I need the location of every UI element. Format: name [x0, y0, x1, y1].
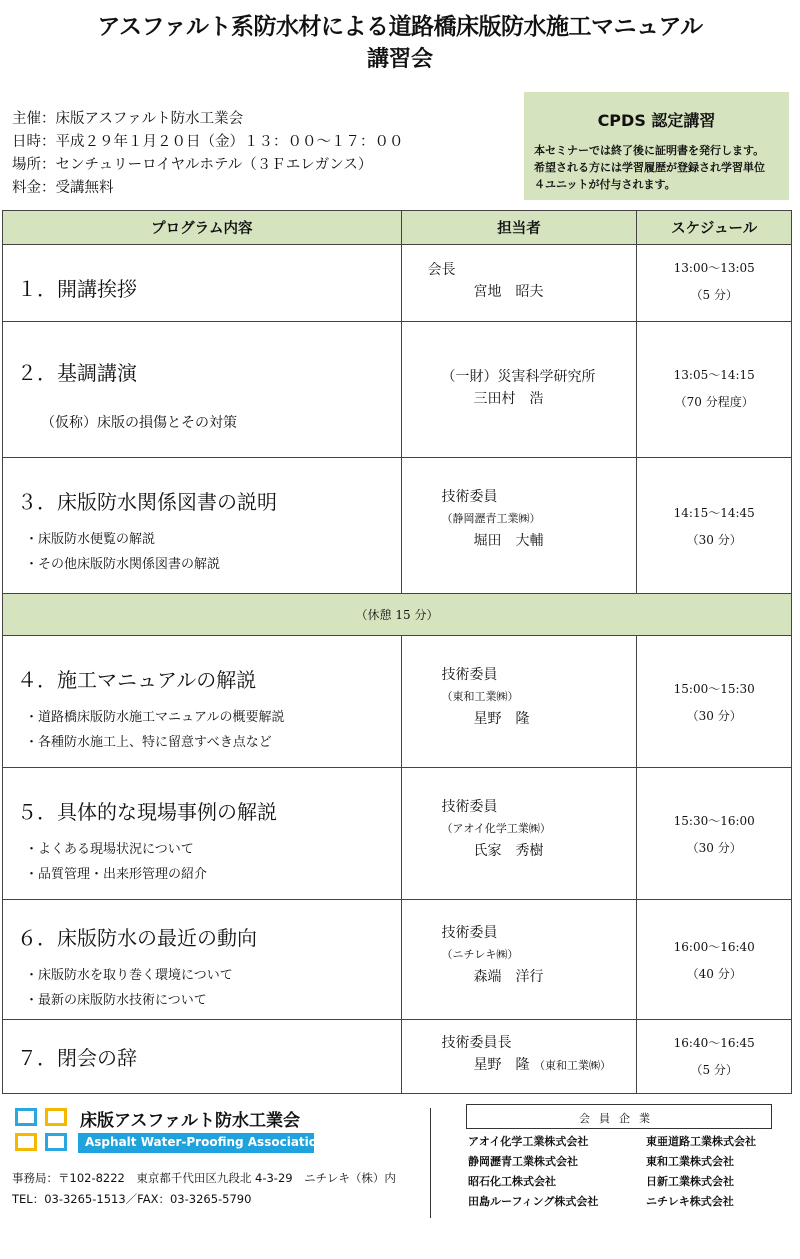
- speaker-org: （東和工業㈱）: [534, 1059, 611, 1072]
- association-logo: [15, 1108, 71, 1154]
- break-row: [3, 594, 792, 636]
- program-cell: [3, 322, 402, 458]
- table-row: [3, 458, 792, 594]
- member-company: 昭石化工株式会社: [468, 1175, 556, 1188]
- schedule-duration: （30 分）: [686, 709, 742, 723]
- header-speaker: 担当者: [401, 211, 637, 245]
- program-sub: ・道路橋床版防水施工マニュアルの概要解説: [25, 710, 285, 725]
- speaker-org: （アオイ化学工業㈱）: [441, 822, 551, 835]
- speaker-org: （ニチレキ㈱）: [441, 948, 519, 961]
- member-company: 東和工業株式会社: [646, 1155, 734, 1168]
- schedule-cell: [637, 322, 792, 458]
- header-schedule: スケジュール: [637, 211, 792, 245]
- speaker-name: 星野 隆: [473, 1057, 530, 1073]
- program-cell: [3, 768, 402, 900]
- table-header-row: [3, 211, 792, 245]
- schedule-cell: [637, 1020, 792, 1094]
- logo-square: [15, 1133, 37, 1151]
- program-title: ６．床版防水の最近の動向: [17, 926, 257, 950]
- page-subtitle: 講習会: [366, 47, 433, 72]
- program-title: ３．床版防水関係図書の説明: [17, 490, 277, 514]
- program-title: ７．閉会の辞: [17, 1046, 137, 1070]
- speaker-role: 技術委員: [441, 489, 498, 505]
- table-row: [3, 636, 792, 768]
- speaker-role: 会長: [427, 262, 456, 278]
- speaker-cell: [401, 900, 637, 1020]
- office-info: [12, 1168, 396, 1210]
- schedule-time: 13:00～13:05: [673, 261, 755, 275]
- table-row: [3, 900, 792, 1020]
- program-sub: ・その他床版防水関係図書の解説: [25, 557, 221, 572]
- speaker-cell: [401, 322, 637, 458]
- speaker-role: 技術委員: [441, 667, 498, 683]
- speaker-org: （東和工業㈱）: [441, 690, 519, 703]
- schedule-cell: [637, 458, 792, 594]
- speaker-cell: [401, 768, 637, 900]
- schedule-time: 13:05～14:15: [673, 368, 755, 382]
- logo-square: [15, 1108, 37, 1126]
- table-row: [3, 322, 792, 458]
- program-table: [2, 210, 792, 1094]
- program-sub: ・床版防水便覧の解説: [25, 532, 156, 547]
- program-cell: [3, 245, 402, 322]
- program-sub: ・床版防水を取り巻く環境について: [25, 968, 233, 983]
- program-sub: ・最新の床版防水技術について: [25, 993, 207, 1008]
- office-address: 事務局：〒102-8222 東京都千代田区九段北 4-3-29 ニチレキ（株）内: [12, 1171, 396, 1185]
- venue: 場所：センチュリーロイヤルホテル（３Ｆエレガンス）: [12, 157, 373, 173]
- association-english-name: Asphalt Water-Proofing Association: [78, 1133, 314, 1153]
- page-title: アスファルト系防水材による道路橋床版防水施工マニュアル: [97, 14, 703, 40]
- program-cell: [3, 1020, 402, 1094]
- schedule-duration: （40 分）: [686, 967, 742, 981]
- speaker-cell: [401, 245, 637, 322]
- speaker-name: 星野 隆: [473, 711, 530, 727]
- member-company: 東亜道路工業株式会社: [646, 1135, 756, 1148]
- cpds-line: 希望される方には学習履歴が登録され学習単位: [534, 161, 765, 174]
- schedule-time: 15:00～15:30: [673, 682, 755, 696]
- speaker-cell: [401, 458, 637, 594]
- speaker-cell: [401, 636, 637, 768]
- table-row: [3, 768, 792, 900]
- cpds-body: [534, 142, 779, 193]
- members-header: 会員企業: [466, 1104, 772, 1129]
- program-title: ２．基調講演: [17, 361, 137, 385]
- schedule-time: 14:15～14:45: [673, 506, 755, 520]
- association-name: 床版アスファルト防水工業会: [80, 1111, 300, 1131]
- schedule-time: 16:40～16:45: [673, 1036, 755, 1050]
- speaker-name: 宮地 昭夫: [473, 284, 544, 300]
- schedule-cell: [637, 245, 792, 322]
- speaker-role: （一財）災害科学研究所: [441, 369, 596, 385]
- schedule-duration: （30 分）: [686, 841, 742, 855]
- schedule-time: 16:00～16:40: [673, 940, 755, 954]
- divider: [430, 1108, 431, 1218]
- member-company: アオイ化学工業株式会社: [468, 1135, 589, 1148]
- speaker-cell: [401, 1020, 637, 1094]
- program-title: １．開講挨拶: [17, 277, 137, 301]
- office-phone: TEL：03-3265-1513／FAX：03-3265-5790: [12, 1192, 252, 1206]
- schedule-time: 15:30～16:00: [673, 814, 755, 828]
- cpds-line: ４ユニットが付与されます。: [534, 178, 676, 191]
- schedule-cell: [637, 636, 792, 768]
- event-info: [12, 108, 404, 200]
- table-row: [3, 245, 792, 322]
- speaker-role: 技術委員長: [441, 1035, 512, 1051]
- header-program: プログラム内容: [3, 211, 402, 245]
- schedule-duration: （5 分）: [690, 1063, 738, 1077]
- speaker-name: 氏家 秀樹: [473, 843, 544, 859]
- speaker-org: （静岡瀝青工業㈱）: [441, 512, 541, 525]
- program-title: ４．施工マニュアルの解説: [17, 668, 257, 692]
- cpds-box: [524, 92, 789, 200]
- table-row: [3, 1020, 792, 1094]
- schedule-cell: [637, 900, 792, 1020]
- program-sub: ・品質管理・出来形管理の紹介: [25, 867, 208, 882]
- datetime: 日時：平成２９年１月２０日（金）１３：００～１７：００: [12, 134, 404, 150]
- speaker-name: 三田村 浩: [473, 391, 544, 407]
- member-company: 日新工業株式会社: [646, 1175, 734, 1188]
- schedule-duration: （70 分程度）: [674, 395, 754, 409]
- speaker-name: 森端 洋行: [473, 969, 544, 985]
- program-cell: [3, 458, 402, 594]
- program-sub: ・よくある現場状況について: [25, 842, 194, 857]
- program-cell: [3, 636, 402, 768]
- fee: 料金：受講無料: [12, 180, 114, 196]
- logo-square: [45, 1133, 67, 1151]
- program-sub: （仮称）床版の損傷とその対策: [41, 415, 237, 431]
- schedule-duration: （5 分）: [690, 288, 738, 302]
- program-title: ５．具体的な現場事例の解説: [17, 800, 277, 824]
- schedule-duration: （30 分）: [686, 533, 742, 547]
- program-cell: [3, 900, 402, 1020]
- break-label: （休憩 15 分）: [3, 594, 792, 636]
- speaker-role: 技術委員: [441, 925, 498, 941]
- member-company: 静岡瀝青工業株式会社: [468, 1155, 578, 1168]
- program-sub: ・各種防水施工上、特に留意すべき点など: [25, 735, 272, 750]
- organizer: 主催：床版アスファルト防水工業会: [12, 111, 244, 127]
- member-company: ニチレキ株式会社: [646, 1195, 734, 1208]
- schedule-cell: [637, 768, 792, 900]
- cpds-line: 本セミナーでは終了後に証明書を発行します。: [534, 144, 765, 157]
- speaker-name: 堀田 大輔: [473, 533, 544, 549]
- logo-square: [45, 1108, 67, 1126]
- cpds-title: CPDS 認定講習: [597, 111, 716, 130]
- speaker-role: 技術委員: [441, 799, 498, 815]
- member-company: 田島ルーフィング株式会社: [468, 1195, 599, 1208]
